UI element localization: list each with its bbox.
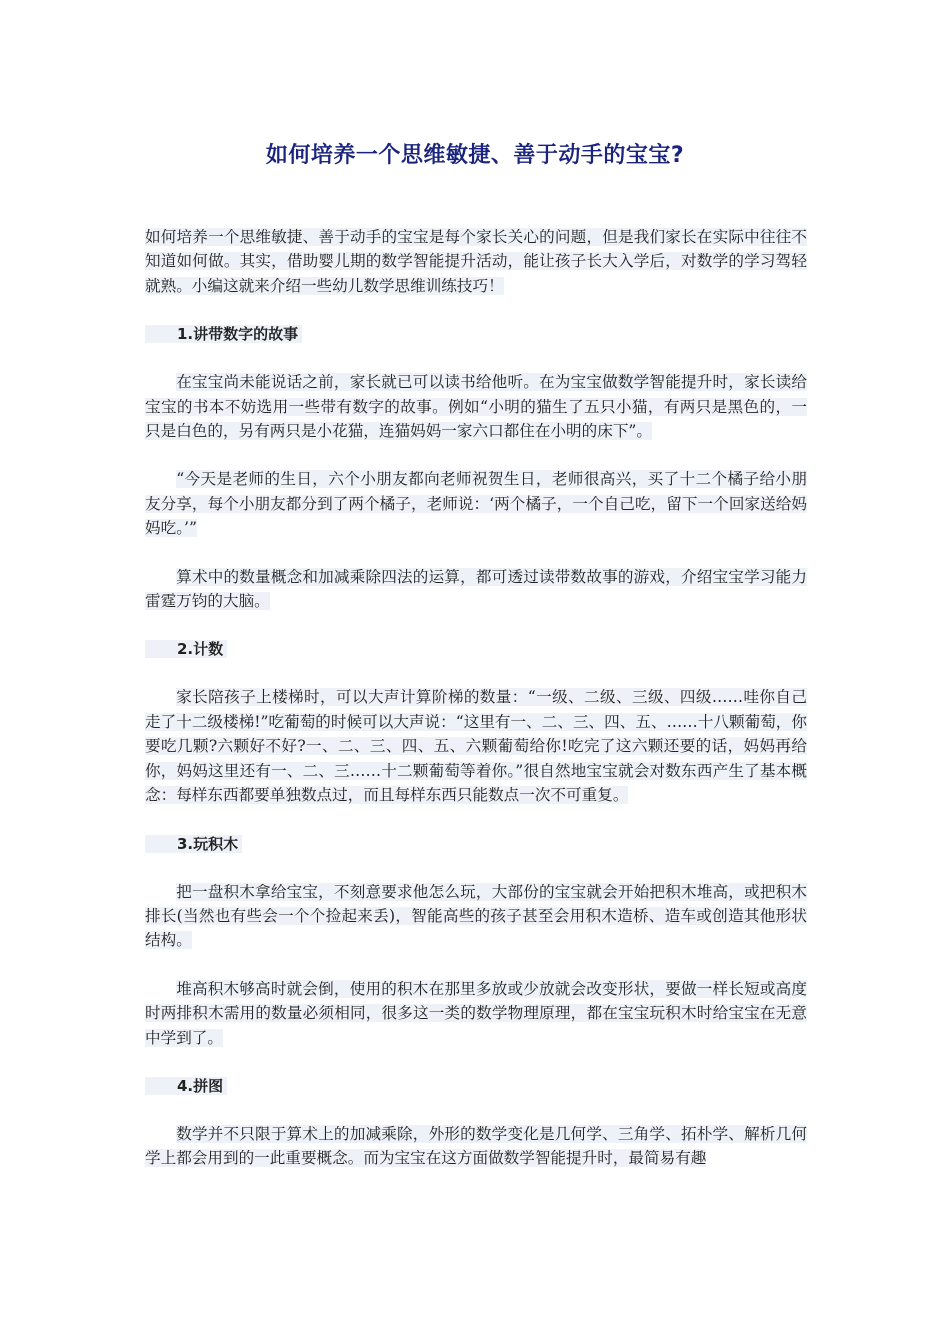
document-body bbox=[145, 225, 807, 1171]
intro-paragraph bbox=[145, 225, 807, 298]
section-3-paragraph-2: 堆高积木够高时就会倒，使用的积木在那里多放或少放就会改变形状，要做一样长短或高度时两排积木需用的数量必须相同，很多这一类的数学物理原理，都在宝宝玩积木时给宝宝在无意中学到了。 bbox=[145, 979, 807, 1047]
section-heading-3: 3.玩积木 bbox=[145, 832, 807, 856]
section-heading-1: 1.讲带数字的故事 bbox=[145, 322, 807, 346]
document-title: 如何培养一个思维敏捷、善于动手的宝宝? bbox=[265, 143, 685, 168]
section-1-paragraph-2: “今天是老师的生日，六个小朋友都向老师祝贺生日，老师很高兴，买了十二个橘子给小朋友分享，每个小朋友都分到了两个橘子，老师说：‘两个橘子，一个自己吃，留下一个回家送给妈妈吃。’” bbox=[145, 470, 807, 538]
section-1-paragraph-3: 算术中的数量概念和加减乘除四法的运算，都可透过读带数故事的游戏，介绍宝宝学习能力雷霆万钧的大脑。 bbox=[145, 567, 807, 611]
section-heading-2: 2.计数 bbox=[145, 637, 807, 661]
section-4-paragraph-1: 数学并不只限于算术上的加减乘除，外形的数学变化是几何学、三角学、拓朴学、解析几何学上都会用到的一此重要概念。而为宝宝在这方面做数学智能提升时，最简易有趣 bbox=[145, 1124, 807, 1168]
intro-text: 如何培养一个思维敏捷、善于动手的宝宝是每个家长关心的问题，但是我们家长在实际中往往不知道如何做。其实，借助婴儿期的数学智能提升活动，能让孩子长大入学后，对数学的学习驾轻就熟。小编这就来介绍一些幼儿数学思维训练技巧！ bbox=[145, 228, 807, 295]
section-2-paragraph-1: 家长陪孩子上楼梯时，可以大声计算阶梯的数量：“一级、二级、三级、四级……哇你自己走了十二级楼梯!”吃葡萄的时候可以大声说：“这里有一、二、三、四、五、……十八颗葡萄，你要吃几颗?六颗好不好?一、二、三、四、五、六颗葡萄给你!吃完了这六颗还要的话，妈妈再给你，妈妈这里还有一、二、三……十二颗葡萄等着你。”很自然地宝宝就会对数东西产生了基本概念：每样东西都要单独数点过，而且每样东西只能数点一次不可重复。 bbox=[145, 688, 807, 805]
section-1-paragraph-1: 在宝宝尚未能说话之前，家长就已可以读书给他听。在为宝宝做数学智能提升时，家长读给宝宝的书本不妨选用一些带有数字的故事。例如“小明的猫生了五只小猫，有两只是黑色的，一只是白色的，另有两只是小花猫，连猫妈妈一家六口都住在小明的床下”。 bbox=[145, 373, 807, 441]
section-heading-4: 4.拼图 bbox=[145, 1074, 807, 1098]
section-3-paragraph-1: 把一盘积木拿给宝宝，不刻意要求他怎么玩，大部份的宝宝就会开始把积木堆高，或把积木排长(当然也有些会一个个捡起来丢)，智能高些的孩子甚至会用积木造桥、造车或创造其他形状结构。 bbox=[145, 882, 807, 950]
